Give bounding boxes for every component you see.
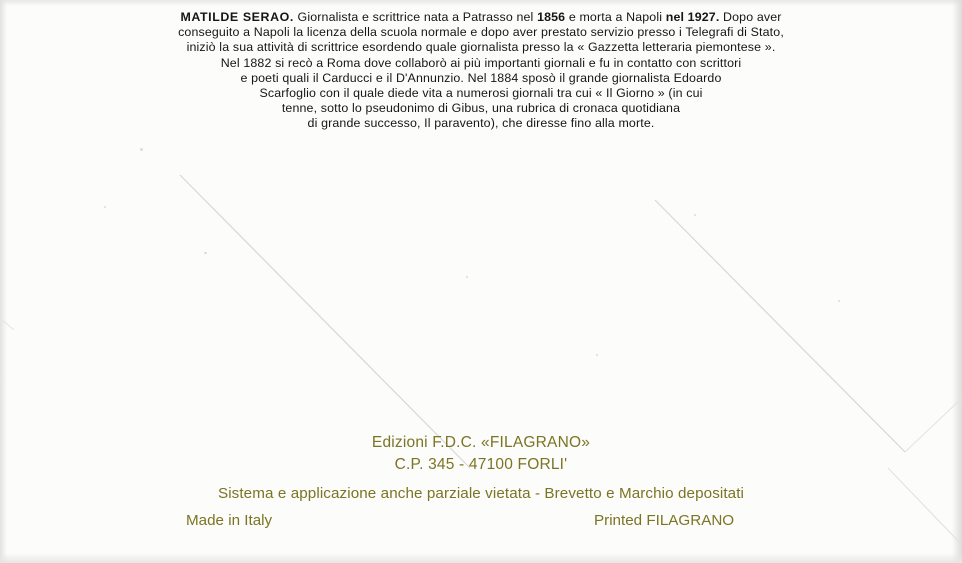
- publisher-imprint-block: [0, 432, 962, 534]
- biography-line: di grande successo, Il paravento), che diresse fino alla morte.: [307, 116, 655, 131]
- paper-speck: [204, 252, 207, 254]
- biography-line: conseguito a Napoli la licenza della scuola normale e dopo aver prestato servizio presso i Telegrafi di Stato,: [178, 25, 784, 40]
- biography-line: Nel 1882 si recò a Roma dove collaborò ai più importanti giornali e fu in contatto con scrittori: [220, 55, 742, 70]
- biography-line: e poeti quali il Carducci e il D'Annunzio. Nel 1884 sposò il grande giornalista Edoardo: [240, 70, 722, 85]
- paper-speck: [596, 354, 598, 356]
- biography-text-block: [101, 10, 861, 132]
- biography-line: iniziò la sua attività di scrittrice esordendo quale giornalista presso la « Gazzetta letteraria piemontese ».: [186, 40, 776, 55]
- biography-line: [101, 10, 861, 25]
- publisher-notice: Sistema e applicazione anche parziale vietata - Brevetto e Marchio depositati: [217, 485, 745, 502]
- publisher-footer-row: [0, 512, 962, 534]
- paper-speck: [694, 214, 696, 216]
- paper-speck: [838, 300, 840, 302]
- biography-subject-name: MATILDE SERAO.: [180, 10, 294, 24]
- biography-line-1-rest: Giornalista e scrittrice nata a Patrasso nel 1856 e morta a Napoli nel 1927. Dopo aver: [297, 10, 782, 24]
- made-in-label: Made in Italy: [186, 512, 273, 529]
- paper-speck: [466, 276, 468, 278]
- publisher-name: Edizioni F.D.C. «FILAGRANO»: [371, 434, 591, 451]
- biography-line: Scarfoglio con il quale diede vita a numerosi giornali tra cui « Il Giorno » (in cui: [259, 86, 703, 101]
- paper-speck: [140, 148, 143, 151]
- biography-line: tenne, sotto lo pseudonimo di Gibus, una rubrica di cronaca quotidiana: [281, 101, 681, 116]
- printed-by-label: Printed FILAGRANO: [594, 512, 735, 529]
- publisher-address: C.P. 345 - 47100 FORLI': [394, 456, 568, 473]
- paper-speck: [104, 206, 106, 208]
